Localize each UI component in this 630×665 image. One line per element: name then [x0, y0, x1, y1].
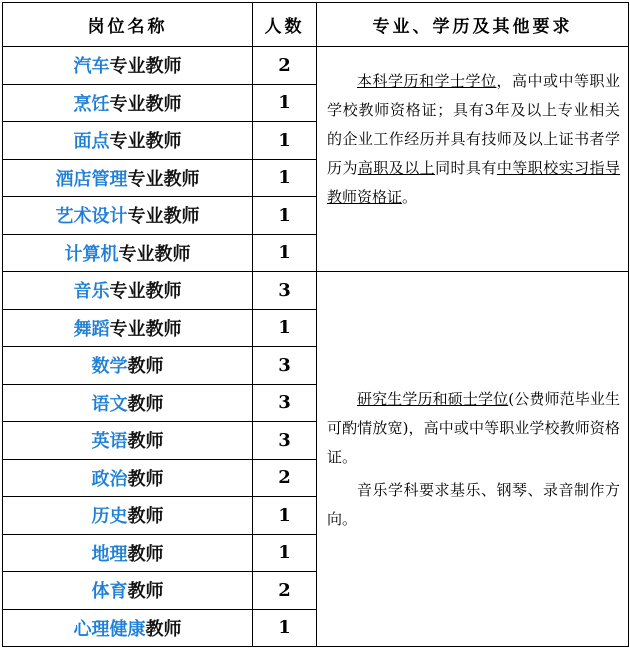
subject-name: 酒店管理	[55, 168, 128, 190]
post-suffix: 教师	[145, 618, 182, 640]
requirements-text: (公费师范毕业生可酌情放宽)，高中或中等职业学校教师资格证。	[327, 389, 620, 466]
header-count: 人数	[253, 3, 317, 47]
count-cell: 1	[253, 534, 317, 572]
post-cell	[3, 84, 253, 122]
education-level: 高职及以上	[357, 159, 436, 177]
post-suffix: 专业教师	[118, 243, 191, 265]
subject-name: 历史	[91, 506, 128, 528]
post-cell	[3, 309, 253, 347]
count-cell: 3	[253, 272, 317, 310]
count-cell: 3	[253, 384, 317, 422]
recruitment-table	[2, 2, 629, 647]
count-cell: 2	[253, 47, 317, 85]
post-cell	[3, 497, 253, 535]
subject-name: 心理健康	[73, 618, 146, 640]
header-row	[3, 3, 629, 47]
post-suffix: 专业教师	[109, 318, 182, 340]
post-cell	[3, 159, 253, 197]
header-requirements: 专业、学历及其他要求	[317, 3, 629, 47]
post-cell	[3, 422, 253, 460]
table-row	[3, 47, 629, 85]
post-cell	[3, 272, 253, 310]
post-cell	[3, 534, 253, 572]
count-cell: 3	[253, 422, 317, 460]
post-suffix: 教师	[127, 468, 164, 490]
subject-name: 政治	[91, 468, 128, 490]
requirements-text: 同时具有	[435, 159, 497, 177]
subject-name: 语文	[91, 393, 128, 415]
subject-name: 汽车	[73, 56, 110, 78]
count-cell: 1	[253, 497, 317, 535]
count-cell: 1	[253, 309, 317, 347]
degree-requirement: 研究生学历和硕士学位	[357, 389, 509, 408]
post-cell	[3, 347, 253, 385]
requirements-paragraph	[327, 67, 620, 212]
post-cell	[3, 122, 253, 160]
subject-name: 烹饪	[73, 93, 110, 115]
requirements-text: 。	[402, 188, 418, 206]
post-suffix: 教师	[127, 581, 164, 603]
subject-name: 数学	[91, 356, 128, 378]
post-suffix: 教师	[127, 506, 164, 528]
certificate-requirement: 中等职校实习指导教师资格证	[327, 159, 620, 206]
subject-name: 体育	[91, 581, 128, 603]
subject-name: 英语	[91, 431, 128, 453]
requirements-cell-academic	[317, 272, 629, 647]
post-suffix: 专业教师	[109, 281, 182, 303]
post-suffix: 教师	[127, 543, 164, 565]
post-cell	[3, 459, 253, 497]
count-cell: 3	[253, 347, 317, 385]
post-suffix: 专业教师	[127, 168, 200, 190]
requirements-cell-vocational	[317, 47, 629, 272]
count-cell: 1	[253, 122, 317, 160]
count-cell: 1	[253, 234, 317, 272]
count-cell: 1	[253, 84, 317, 122]
post-suffix: 教师	[127, 431, 164, 453]
post-suffix: 专业教师	[109, 131, 182, 153]
post-cell	[3, 609, 253, 647]
subject-name: 艺术设计	[55, 206, 128, 228]
requirements-text: ，高中或中等职业学校教师资格证；具有3年及以上专业相关的企业工作经历并具有技师及以上证书者学历为	[327, 72, 620, 177]
subject-name: 音乐	[73, 281, 110, 303]
post-cell	[3, 234, 253, 272]
subject-name: 面点	[73, 131, 110, 153]
post-cell	[3, 197, 253, 235]
subject-name: 地理	[91, 543, 128, 565]
post-suffix: 教师	[127, 393, 164, 415]
table-row	[3, 272, 629, 310]
post-cell	[3, 384, 253, 422]
count-cell: 1	[253, 197, 317, 235]
post-suffix: 专业教师	[109, 93, 182, 115]
count-cell: 2	[253, 459, 317, 497]
count-cell: 2	[253, 572, 317, 610]
requirements-paragraph	[327, 385, 620, 472]
subject-name: 计算机	[64, 243, 119, 265]
post-suffix: 专业教师	[127, 206, 200, 228]
post-cell	[3, 572, 253, 610]
header-post: 岗位名称	[3, 3, 253, 47]
count-cell: 1	[253, 159, 317, 197]
subject-name: 舞蹈	[73, 318, 110, 340]
post-suffix: 专业教师	[109, 56, 182, 78]
degree-requirement: 本科学历和学士学位	[357, 72, 497, 90]
music-requirement: 音乐学科要求基乐、钢琴、录音制作方向。	[327, 480, 620, 528]
post-cell	[3, 47, 253, 85]
post-suffix: 教师	[127, 356, 164, 378]
count-cell: 1	[253, 609, 317, 647]
